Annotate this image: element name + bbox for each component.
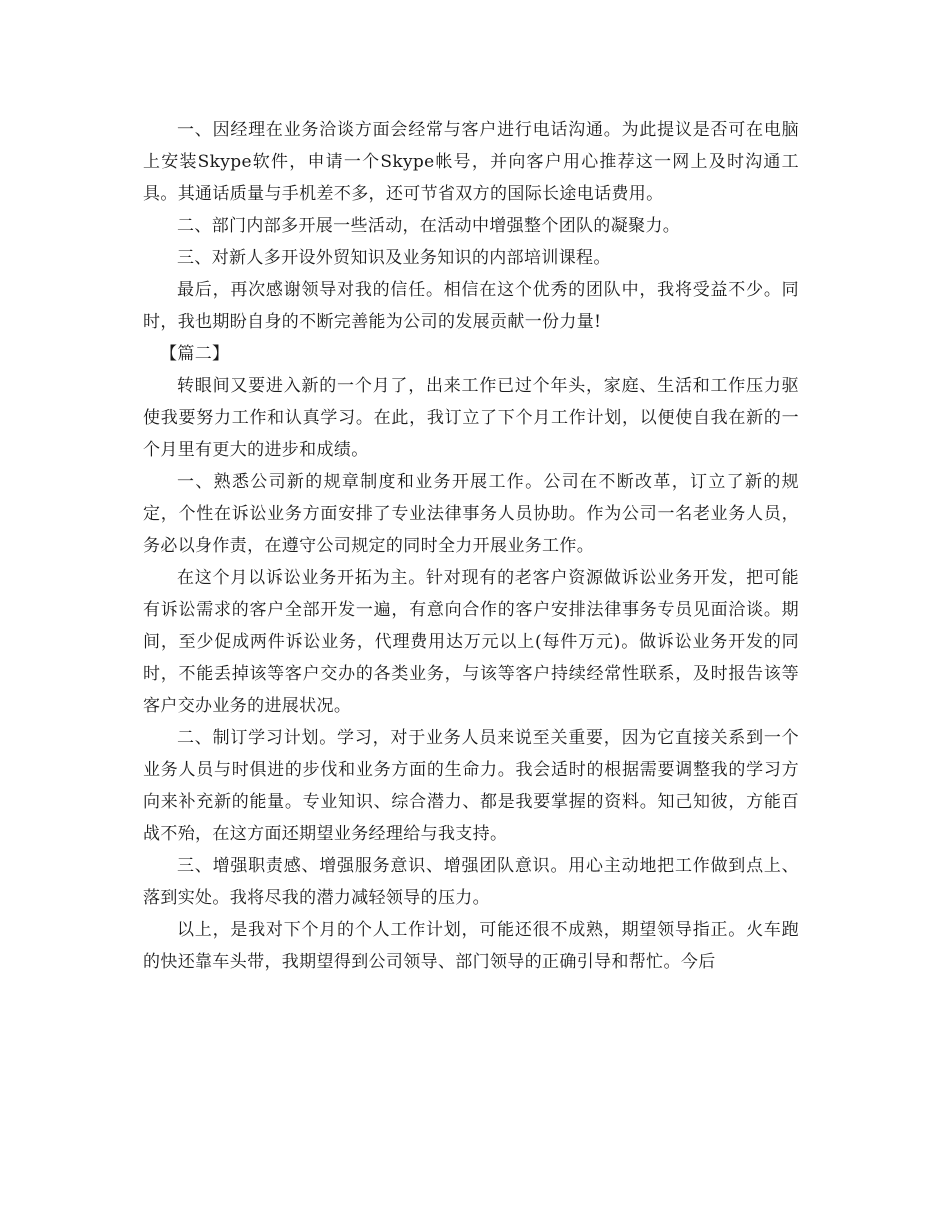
- section-heading: 【篇二】: [160, 344, 230, 364]
- paragraph-team-activities: 二、部门内部多开展一些活动，在活动中增强整个团队的凝聚力。: [177, 216, 681, 236]
- paragraph-training-courses: 三、对新人多开设外贸知识及业务知识的内部培训课程。: [177, 248, 611, 268]
- paragraph-study-plan: 二、制订学习计划。学习，对于业务人员来说至关重要，因为它直接关系到一个业务人员与时俱进的步伐和业务方面的生命力。我会适时的根据需要调整我的学习方向来补充新的能量。专业知识、综合潜力、都是我要掌握的资料。知己知彼，方能百战不殆，在这方面还期望业务经理给与我支持。: [143, 728, 799, 844]
- paragraph-closing-thanks: 最后，再次感谢领导对我的信任。相信在这个优秀的团队中，我将受益不少。同时，我也期盼自身的不断完善能为公司的发展贡献一份力量!: [143, 280, 799, 332]
- paragraph-summary: 以上，是我对下个月的个人工作计划，可能还很不成熟，期望领导指正。火车跑的快还靠车头带，我期望得到公司领导、部门领导的正确引导和帮忙。今后: [143, 920, 799, 972]
- paragraph-intro-plan: 转眼间又要进入新的一个月了，出来工作已过个年头，家庭、生活和工作压力驱使我要努力工作和认真学习。在此，我订立了下个月工作计划，以便使自我在新的一个月里有更大的进步和成绩。: [143, 376, 799, 460]
- paragraph-litigation-business: 在这个月以诉讼业务开拓为主。针对现有的老客户资源做诉讼业务开发，把可能有诉讼需求的客户全部开发一遍，有意向合作的客户安排法律事务专员见面洽谈。期间，至少促成两件诉讼业务，代理费用达万元以上(每件万元)。做诉讼业务开发的同时，不能丢掉该等客户交办的各类业务，与该等客户持续经常性联系，及时报告该等客户交办业务的进展状况。: [143, 568, 799, 716]
- paragraph-skype-proposal: 一、因经理在业务洽谈方面会经常与客户进行电话沟通。为此提议是否可在电脑上安装Skype软件，申请一个Skype帐号，并向客户用心推荐这一网上及时沟通工具。其通话质量与手机差不多，还可节省双方的国际长途电话费用。: [143, 120, 799, 204]
- paragraph-company-rules: 一、熟悉公司新的规章制度和业务开展工作。公司在不断改革，订立了新的规定，个性在诉讼业务方面安排了专业法律事务人员协助。作为公司一名老业务人员，务必以身作责，在遵守公司规定的同时全力开展业务工作。: [143, 472, 799, 556]
- document-body: [143, 114, 799, 978]
- paragraph-responsibility: 三、增强职责感、增强服务意识、增强团队意识。用心主动地把工作做到点上、落到实处。我将尽我的潜力减轻领导的压力。: [143, 856, 799, 908]
